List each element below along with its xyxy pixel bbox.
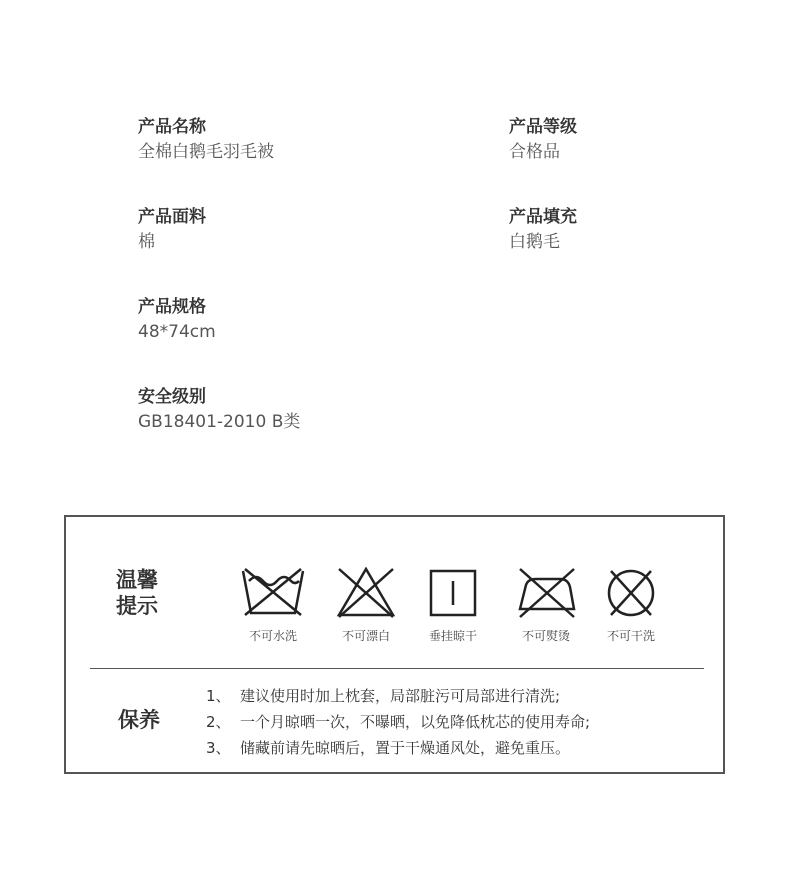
spec-label: 产品名称 bbox=[138, 117, 206, 137]
tips-title-line: 提示 bbox=[116, 594, 158, 618]
spec-safety bbox=[138, 386, 300, 433]
spec-value: 合格品 bbox=[509, 142, 560, 162]
no-iron-icon bbox=[514, 565, 578, 621]
spec-value: 全棉白鹅毛羽毛被 bbox=[138, 142, 274, 162]
list-item-number: 3、 bbox=[206, 739, 231, 757]
spec-grade bbox=[509, 116, 577, 163]
list-item-number: 1、 bbox=[206, 687, 231, 705]
list-item bbox=[206, 709, 590, 735]
spec-value: 棉 bbox=[138, 232, 155, 252]
care-icon-label: 不可干洗 bbox=[606, 629, 655, 643]
care-icon-label: 不可水洗 bbox=[248, 629, 297, 643]
care-icon-item bbox=[591, 565, 671, 644]
care-icon-label: 垂挂晾干 bbox=[428, 629, 477, 643]
care-icon-item bbox=[326, 565, 406, 644]
divider bbox=[90, 668, 704, 669]
care-icon-label: 不可漂白 bbox=[341, 629, 390, 643]
no-dry-clean-icon bbox=[603, 565, 659, 621]
maintenance-list bbox=[206, 683, 590, 761]
care-icon-item bbox=[233, 565, 313, 644]
list-item-text: 建议使用时加上枕套，局部脏污可局部进行清洗; bbox=[240, 687, 561, 705]
spec-label: 产品填充 bbox=[509, 207, 577, 227]
no-bleach-icon bbox=[335, 565, 397, 621]
spec-label: 安全级别 bbox=[138, 387, 206, 407]
care-icon-label: 不可熨烫 bbox=[521, 629, 570, 643]
spec-value: 白鹅毛 bbox=[509, 232, 560, 252]
care-icon-item bbox=[413, 565, 493, 644]
spec-label: 产品等级 bbox=[509, 117, 577, 137]
spec-value: 48*74cm bbox=[138, 322, 216, 342]
spec-fabric bbox=[138, 206, 206, 253]
spec-label: 产品规格 bbox=[138, 297, 206, 317]
no-wash-icon bbox=[237, 565, 309, 621]
list-item-text: 一个月晾晒一次，不曝晒，以免降低枕芯的使用寿命; bbox=[240, 713, 591, 731]
spec-name bbox=[138, 116, 274, 163]
care-instructions-box bbox=[64, 515, 725, 774]
spec-filling bbox=[509, 206, 577, 253]
spec-value: GB18401-2010 B类 bbox=[138, 412, 301, 432]
care-icon-item bbox=[506, 565, 586, 644]
tips-title-line: 温馨 bbox=[116, 568, 158, 592]
tips-title bbox=[116, 567, 158, 619]
list-item bbox=[206, 683, 590, 709]
list-item-text: 储藏前请先晾晒后，置于干燥通风处，避免重压。 bbox=[240, 739, 571, 757]
spec-label: 产品面料 bbox=[138, 207, 206, 227]
spec-size bbox=[138, 296, 216, 343]
list-item-number: 2、 bbox=[206, 713, 231, 731]
hang-dry-icon bbox=[427, 565, 479, 621]
list-item bbox=[206, 735, 590, 761]
maintenance-title: 保养 bbox=[118, 708, 160, 732]
